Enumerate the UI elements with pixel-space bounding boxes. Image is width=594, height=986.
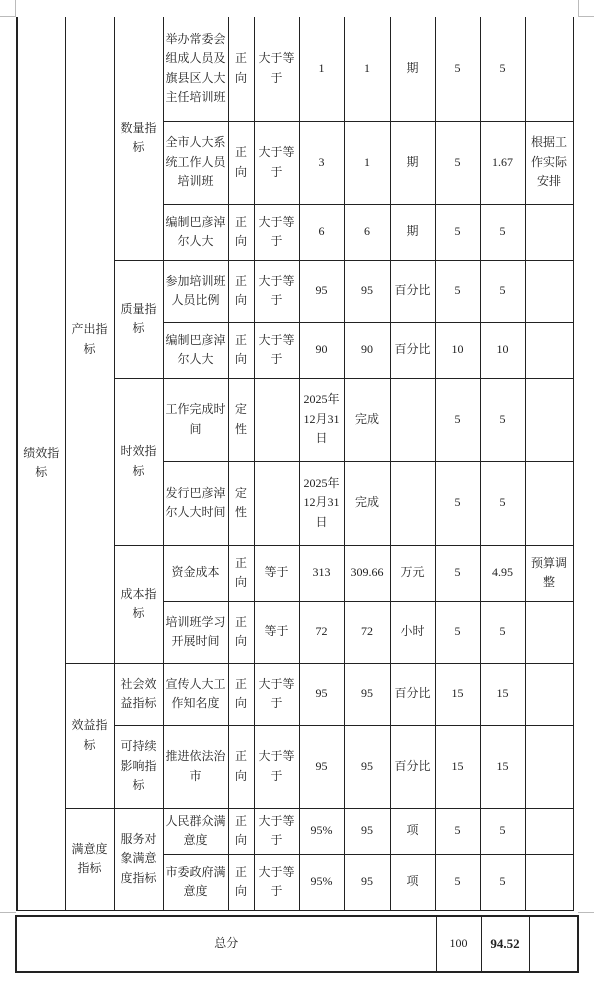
direction-cell: 正向 (228, 854, 254, 910)
unit-cell: 项 (390, 854, 435, 910)
weight-cell: 5 (435, 545, 480, 601)
level1-cell: 绩效指标 (17, 17, 65, 910)
actual-cell: 完成 (344, 378, 390, 461)
unit-cell: 期 (390, 121, 435, 204)
score-cell: 10 (480, 322, 525, 378)
group-output-cell: 产出指标 (65, 17, 114, 663)
unit-cell: 期 (390, 17, 435, 121)
weight-cell: 5 (435, 17, 480, 121)
operator-cell (254, 378, 299, 461)
subgroup-sustainable-cell: 可持续影响指标 (114, 725, 163, 808)
total-score-table (15, 915, 579, 973)
table-row (17, 17, 573, 121)
target-cell: 95% (299, 808, 344, 854)
crop-mark-top-left-v (15, 0, 16, 16)
actual-cell: 6 (344, 204, 390, 260)
indicator-name: 工作完成时间 (163, 378, 228, 461)
direction-cell: 正向 (228, 322, 254, 378)
indicator-name: 人民群众满意度 (163, 808, 228, 854)
actual-cell: 95 (344, 854, 390, 910)
indicator-name: 资金成本 (163, 545, 228, 601)
note-cell (525, 378, 573, 461)
operator-cell: 等于 (254, 601, 299, 663)
actual-cell: 90 (344, 322, 390, 378)
operator-cell: 大于等于 (254, 725, 299, 808)
crop-mark-mid-left (0, 912, 16, 913)
target-cell: 3 (299, 121, 344, 204)
note-cell (525, 725, 573, 808)
score-cell: 5 (480, 601, 525, 663)
total-row (16, 916, 578, 972)
unit-cell: 项 (390, 808, 435, 854)
actual-cell: 1 (344, 121, 390, 204)
operator-cell: 大于等于 (254, 121, 299, 204)
operator-cell: 大于等于 (254, 663, 299, 725)
unit-cell: 百分比 (390, 260, 435, 322)
operator-cell: 大于等于 (254, 322, 299, 378)
table-row (17, 808, 573, 854)
score-cell: 15 (480, 663, 525, 725)
actual-cell: 完成 (344, 461, 390, 545)
score-cell: 5 (480, 461, 525, 545)
weight-cell: 5 (435, 808, 480, 854)
subgroup-quantity-cell: 数量指标 (114, 17, 163, 260)
unit-cell (390, 461, 435, 545)
actual-cell: 95 (344, 808, 390, 854)
subgroup-timeliness-cell: 时效指标 (114, 378, 163, 545)
total-note (529, 916, 578, 972)
actual-cell: 95 (344, 663, 390, 725)
operator-cell: 大于等于 (254, 854, 299, 910)
weight-cell: 10 (435, 322, 480, 378)
operator-cell: 大于等于 (254, 204, 299, 260)
operator-cell: 大于等于 (254, 808, 299, 854)
note-cell (525, 663, 573, 725)
direction-cell: 定性 (228, 378, 254, 461)
note-cell (525, 17, 573, 121)
crop-mark-top-right (578, 16, 594, 17)
direction-cell: 正向 (228, 545, 254, 601)
operator-cell: 大于等于 (254, 17, 299, 121)
indicator-name: 举办常委会组成人员及旗县区人大主任培训班 (163, 17, 228, 121)
group-satisfaction-cell: 满意度指标 (65, 808, 114, 910)
weight-cell: 15 (435, 663, 480, 725)
weight-cell: 5 (435, 260, 480, 322)
target-cell: 1 (299, 17, 344, 121)
weight-cell: 5 (435, 854, 480, 910)
crop-mark-top-left (0, 16, 16, 17)
note-cell (525, 260, 573, 322)
actual-cell: 95 (344, 725, 390, 808)
indicator-name: 参加培训班人员比例 (163, 260, 228, 322)
score-cell: 1.67 (480, 121, 525, 204)
target-cell: 6 (299, 204, 344, 260)
direction-cell: 正向 (228, 260, 254, 322)
target-cell: 90 (299, 322, 344, 378)
group-benefit-cell: 效益指标 (65, 663, 114, 808)
note-cell: 根据工作实际安排 (525, 121, 573, 204)
crop-mark-top-right-v (578, 0, 579, 16)
note-cell (525, 461, 573, 545)
subgroup-social-cell: 社会效益指标 (114, 663, 163, 725)
weight-cell: 5 (435, 461, 480, 545)
direction-cell: 正向 (228, 808, 254, 854)
target-cell: 95 (299, 260, 344, 322)
direction-cell: 正向 (228, 204, 254, 260)
unit-cell: 百分比 (390, 663, 435, 725)
weight-cell: 15 (435, 725, 480, 808)
total-label: 总分 (16, 916, 436, 972)
target-cell: 2025年12月31日 (299, 378, 344, 461)
direction-cell: 正向 (228, 121, 254, 204)
indicator-name: 编制巴彦淖尔人大 (163, 322, 228, 378)
target-cell: 2025年12月31日 (299, 461, 344, 545)
table-row (17, 663, 573, 725)
subgroup-quality-cell: 质量指标 (114, 260, 163, 378)
target-cell: 313 (299, 545, 344, 601)
score-cell: 5 (480, 854, 525, 910)
weight-cell: 5 (435, 121, 480, 204)
subgroup-service-cell: 服务对象满意度指标 (114, 808, 163, 910)
target-cell: 95 (299, 725, 344, 808)
note-cell: 预算调整 (525, 545, 573, 601)
target-cell: 95 (299, 663, 344, 725)
operator-cell (254, 461, 299, 545)
unit-cell: 百分比 (390, 725, 435, 808)
actual-cell: 95 (344, 260, 390, 322)
score-cell: 15 (480, 725, 525, 808)
note-cell (525, 204, 573, 260)
actual-cell: 309.66 (344, 545, 390, 601)
score-cell: 5 (480, 204, 525, 260)
direction-cell: 正向 (228, 601, 254, 663)
direction-cell: 正向 (228, 17, 254, 121)
note-cell (525, 854, 573, 910)
actual-cell: 72 (344, 601, 390, 663)
indicator-name: 推进依法治市 (163, 725, 228, 808)
performance-indicator-table (16, 17, 574, 911)
unit-cell: 小时 (390, 601, 435, 663)
subgroup-cost-cell: 成本指标 (114, 545, 163, 663)
note-cell (525, 601, 573, 663)
unit-cell (390, 378, 435, 461)
score-cell: 5 (480, 260, 525, 322)
score-cell: 5 (480, 808, 525, 854)
operator-cell: 大于等于 (254, 260, 299, 322)
target-cell: 72 (299, 601, 344, 663)
total-score: 94.52 (481, 916, 529, 972)
unit-cell: 百分比 (390, 322, 435, 378)
crop-mark-mid-right (578, 912, 594, 913)
weight-cell: 5 (435, 204, 480, 260)
indicator-name: 发行巴彦淖尔人大时间 (163, 461, 228, 545)
indicator-name: 培训班学习开展时间 (163, 601, 228, 663)
indicator-name: 宣传人大工作知名度 (163, 663, 228, 725)
score-cell: 5 (480, 378, 525, 461)
operator-cell: 等于 (254, 545, 299, 601)
actual-cell: 1 (344, 17, 390, 121)
direction-cell: 正向 (228, 663, 254, 725)
score-cell: 5 (480, 17, 525, 121)
weight-cell: 5 (435, 378, 480, 461)
indicator-name: 市委政府满意度 (163, 854, 228, 910)
score-cell: 4.95 (480, 545, 525, 601)
total-weight: 100 (436, 916, 481, 972)
direction-cell: 定性 (228, 461, 254, 545)
weight-cell: 5 (435, 601, 480, 663)
note-cell (525, 808, 573, 854)
unit-cell: 万元 (390, 545, 435, 601)
unit-cell: 期 (390, 204, 435, 260)
indicator-name: 全市人大系统工作人员培训班 (163, 121, 228, 204)
note-cell (525, 322, 573, 378)
target-cell: 95% (299, 854, 344, 910)
direction-cell: 正向 (228, 725, 254, 808)
indicator-name: 编制巴彦淖尔人大 (163, 204, 228, 260)
